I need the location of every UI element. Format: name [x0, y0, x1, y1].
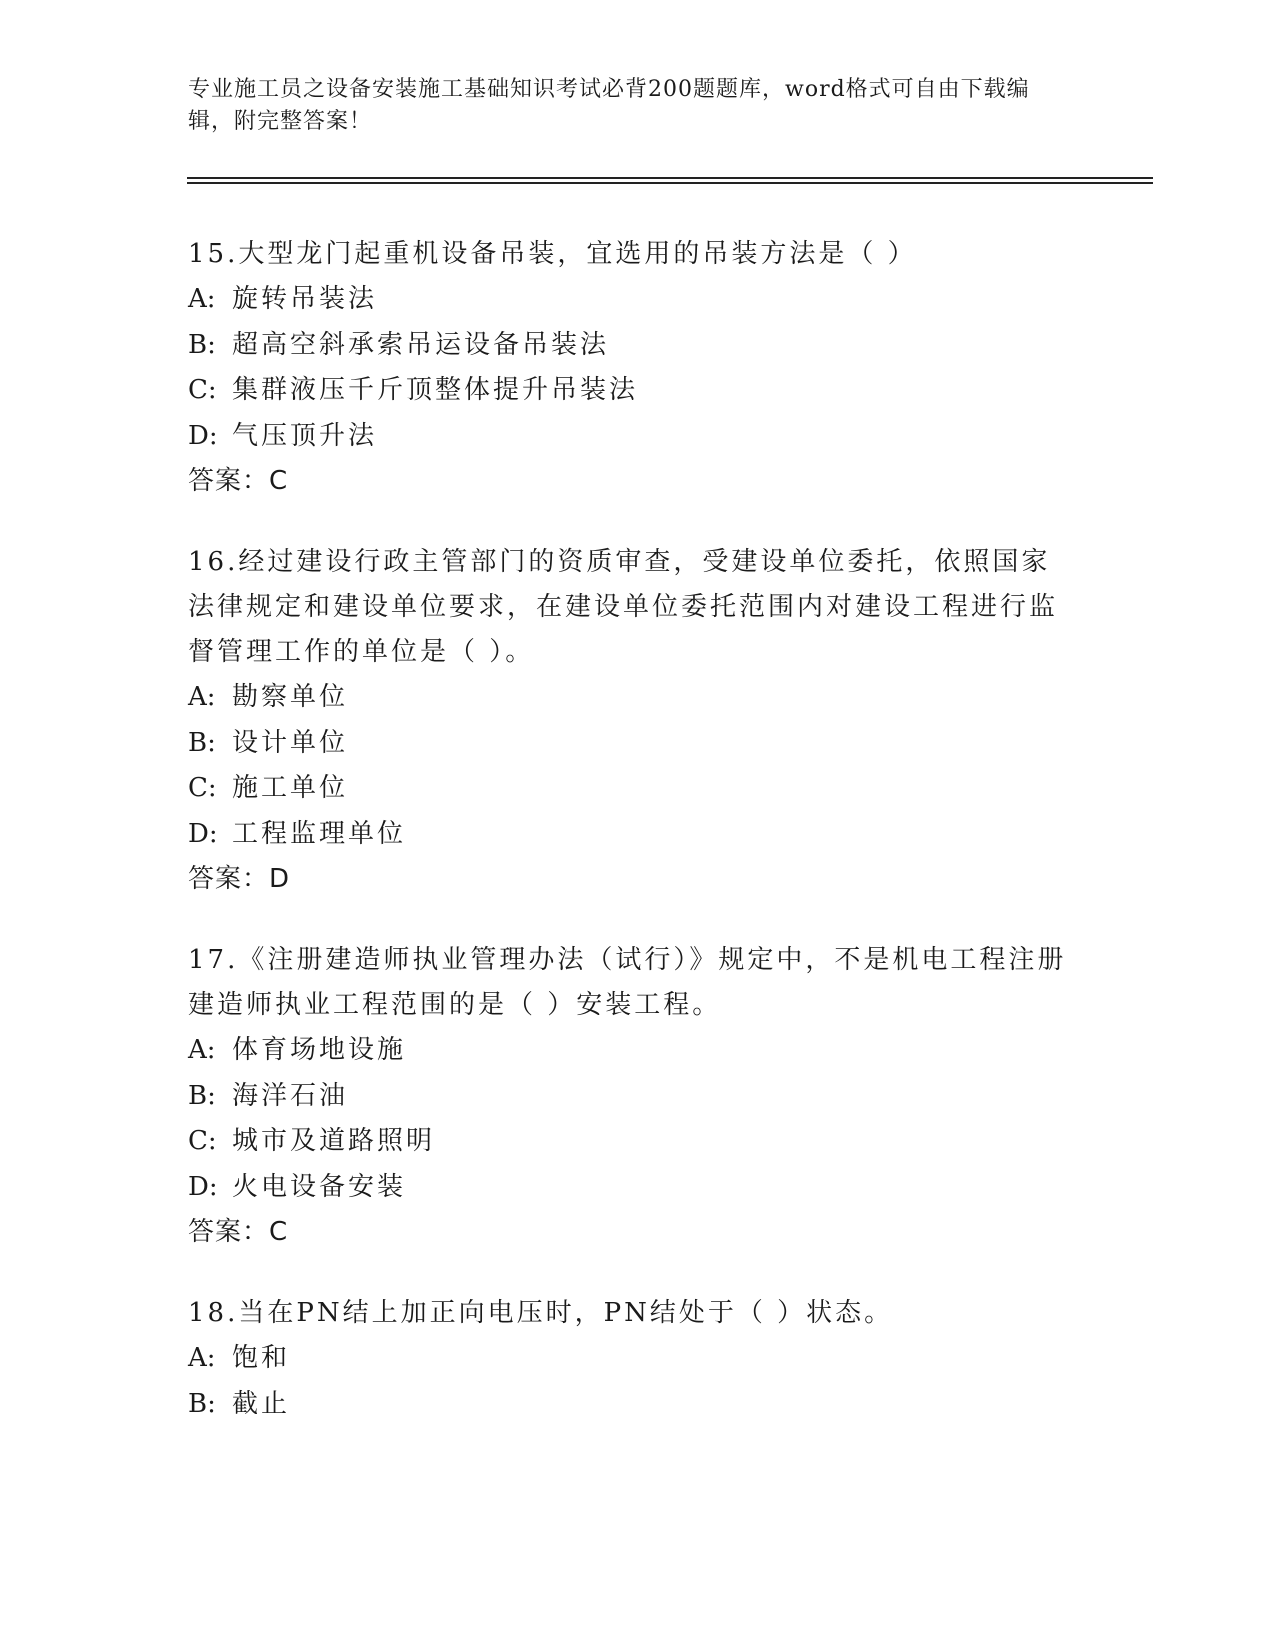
question-stem: 17.《注册建造师执业管理办法（试行）》规定中，不是机电工程注册建造师执业工程范围的是（ ）安装工程。 [188, 945, 1067, 1020]
option-letter: A: [188, 1035, 216, 1065]
option-letter: B: [188, 329, 216, 360]
option-letter: B: [188, 1080, 216, 1111]
option-text: 饱和 [232, 1343, 291, 1373]
option-text: 气压顶升法 [232, 420, 378, 451]
question-stem: 15.大型龙门起重机设备吊装，宜选用的吊装方法是（ ） [188, 239, 917, 269]
option-letter: D: [188, 420, 218, 451]
option-letter: A: [188, 1343, 216, 1373]
option-letter: D: [188, 1171, 218, 1202]
option-text: 设计单位 [232, 727, 349, 758]
option-letter: B: [188, 727, 216, 758]
option-text: 海洋石油 [232, 1080, 349, 1111]
option-d [188, 812, 1078, 858]
option-letter: A: [188, 284, 216, 314]
answer-line: 答案：D [188, 864, 291, 894]
option-d [188, 414, 1078, 460]
question-18 [188, 1291, 1078, 1427]
option-c [188, 368, 1078, 414]
answer-line: 答案：C [188, 1217, 289, 1247]
option-text: 集群液压千斤顶整体提升吊装法 [232, 375, 639, 405]
option-b [188, 323, 1078, 369]
option-text: 施工单位 [232, 773, 349, 803]
option-letter: C: [188, 1126, 217, 1156]
question-list [188, 232, 1078, 1463]
option-a [188, 1028, 1078, 1074]
option-letter: A: [188, 682, 216, 712]
option-text: 工程监理单位 [232, 818, 407, 849]
document-header: 专业施工员之设备安装施工基础知识考试必背200题题库，word格式可自由下载编辑，附完整答案！ [188, 77, 1030, 134]
header-rule-top [187, 177, 1153, 179]
option-text: 体育场地设施 [232, 1035, 407, 1065]
question-stem: 18.当在PN结上加正向电压时，PN结处于（ ）状态。 [188, 1298, 894, 1328]
option-text: 旋转吊装法 [232, 284, 378, 314]
question-16 [188, 540, 1078, 902]
question-15 [188, 232, 1078, 504]
option-b [188, 721, 1078, 767]
option-c [188, 766, 1078, 812]
header-rule-bottom [187, 182, 1153, 184]
option-letter: B: [188, 1388, 216, 1419]
option-c [188, 1119, 1078, 1165]
option-letter: C: [188, 773, 217, 803]
option-b [188, 1074, 1078, 1120]
question-17 [188, 938, 1078, 1255]
option-text: 火电设备安装 [232, 1171, 407, 1202]
option-b [188, 1382, 1078, 1428]
answer-line: 答案：C [188, 466, 289, 496]
option-d [188, 1165, 1078, 1211]
option-letter: D: [188, 818, 218, 849]
option-letter: C: [188, 375, 217, 405]
option-text: 截止 [232, 1388, 291, 1419]
question-stem: 16.经过建设行政主管部门的资质审查，受建设单位委托，依照国家法律规定和建设单位要求，在建设单位委托范围内对建设工程进行监督管理工作的单位是（ ）。 [188, 547, 1059, 667]
option-a [188, 675, 1078, 721]
option-a [188, 1336, 1078, 1382]
option-text: 勘察单位 [232, 682, 349, 712]
option-a [188, 277, 1078, 323]
option-text: 城市及道路照明 [232, 1126, 436, 1156]
option-text: 超高空斜承索吊运设备吊装法 [232, 329, 610, 360]
